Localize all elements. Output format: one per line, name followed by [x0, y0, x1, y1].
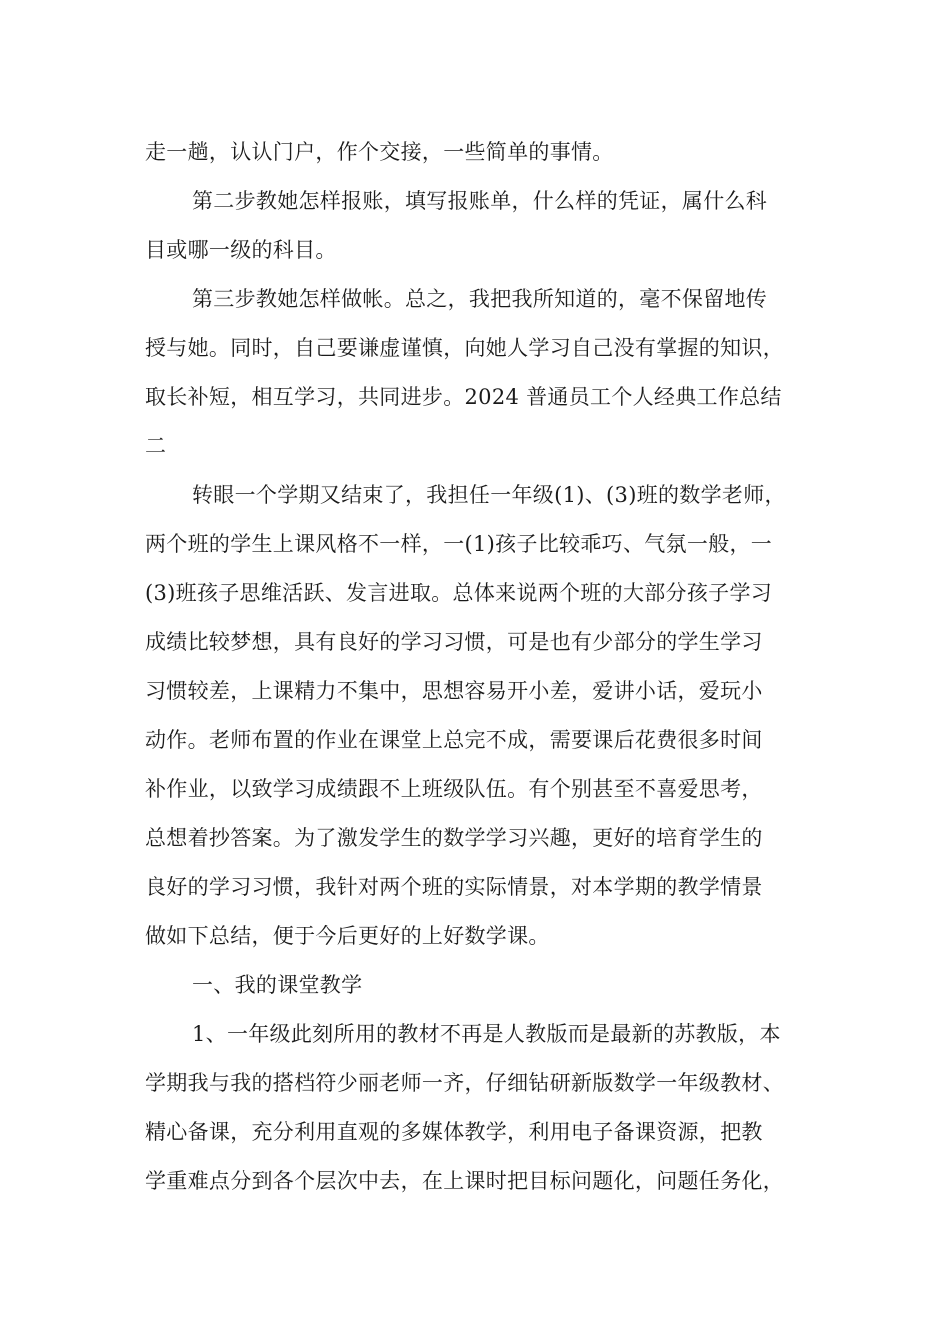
text-line: 精心备课，充分利用直观的多媒体教学，利用电子备课资源，把教 [145, 1120, 763, 1144]
text-line: (3)班孩子思维活跃、发言进取。总体来说两个班的大部分孩子学习 [145, 581, 773, 605]
text-line: 学重难点分到各个层次中去，在上课时把目标问题化，问题任务化， [145, 1169, 784, 1193]
text-line: 目或哪一级的科目。 [145, 238, 337, 262]
text-line: 补作业，以致学习成绩跟不上班级队伍。有个别甚至不喜爱思考， [145, 777, 763, 801]
text-line: 学期我与我的搭档符少丽老师一齐，仔细钻研新版数学一年级教材、 [145, 1071, 784, 1095]
text-line: 第二步教她怎样报账，填写报账单，什么样的凭证，属什么科 [192, 189, 768, 213]
section-heading: 一、我的课堂教学 [192, 973, 363, 997]
text-line: 动作。老师布置的作业在课堂上总完不成，需要课后花费很多时间 [145, 728, 763, 752]
text-line: 二 [145, 434, 167, 458]
text-line: 取长补短，相互学习，共同进步。2024 普通员工个人经典工作总结 [145, 385, 782, 409]
text-line: 走一趟，认认门户，作个交接，一些简单的事情。 [145, 140, 614, 164]
text-line: 转眼一个学期又结束了，我担任一年级(1)、(3)班的数学老师， [192, 483, 786, 507]
text-line: 第三步教她怎样做帐。总之，我把我所知道的，毫不保留地传 [192, 287, 768, 311]
text-line: 良好的学习习惯，我针对两个班的实际情景，对本学期的教学情景 [145, 875, 763, 899]
text-line: 总想着抄答案。为了激发学生的数学学习兴趣，更好的培育学生的 [145, 826, 763, 850]
text-line: 两个班的学生上课风格不一样，一(1)孩子比较乖巧、气氛一般，一 [145, 532, 773, 556]
text-line: 授与她。同时，自己要谦虚谨慎，向她人学习自己没有掌握的知识， [145, 336, 784, 360]
text-line: 习惯较差，上课精力不集中，思想容易开小差，爱讲小话，爱玩小 [145, 679, 763, 703]
text-line: 做如下总结，便于今后更好的上好数学课。 [145, 924, 550, 948]
text-line: 1、一年级此刻所用的教材不再是人教版而是最新的苏教版，本 [192, 1022, 781, 1046]
text-line: 成绩比较梦想，具有良好的学习习惯，可是也有少部分的学生学习 [145, 630, 763, 654]
